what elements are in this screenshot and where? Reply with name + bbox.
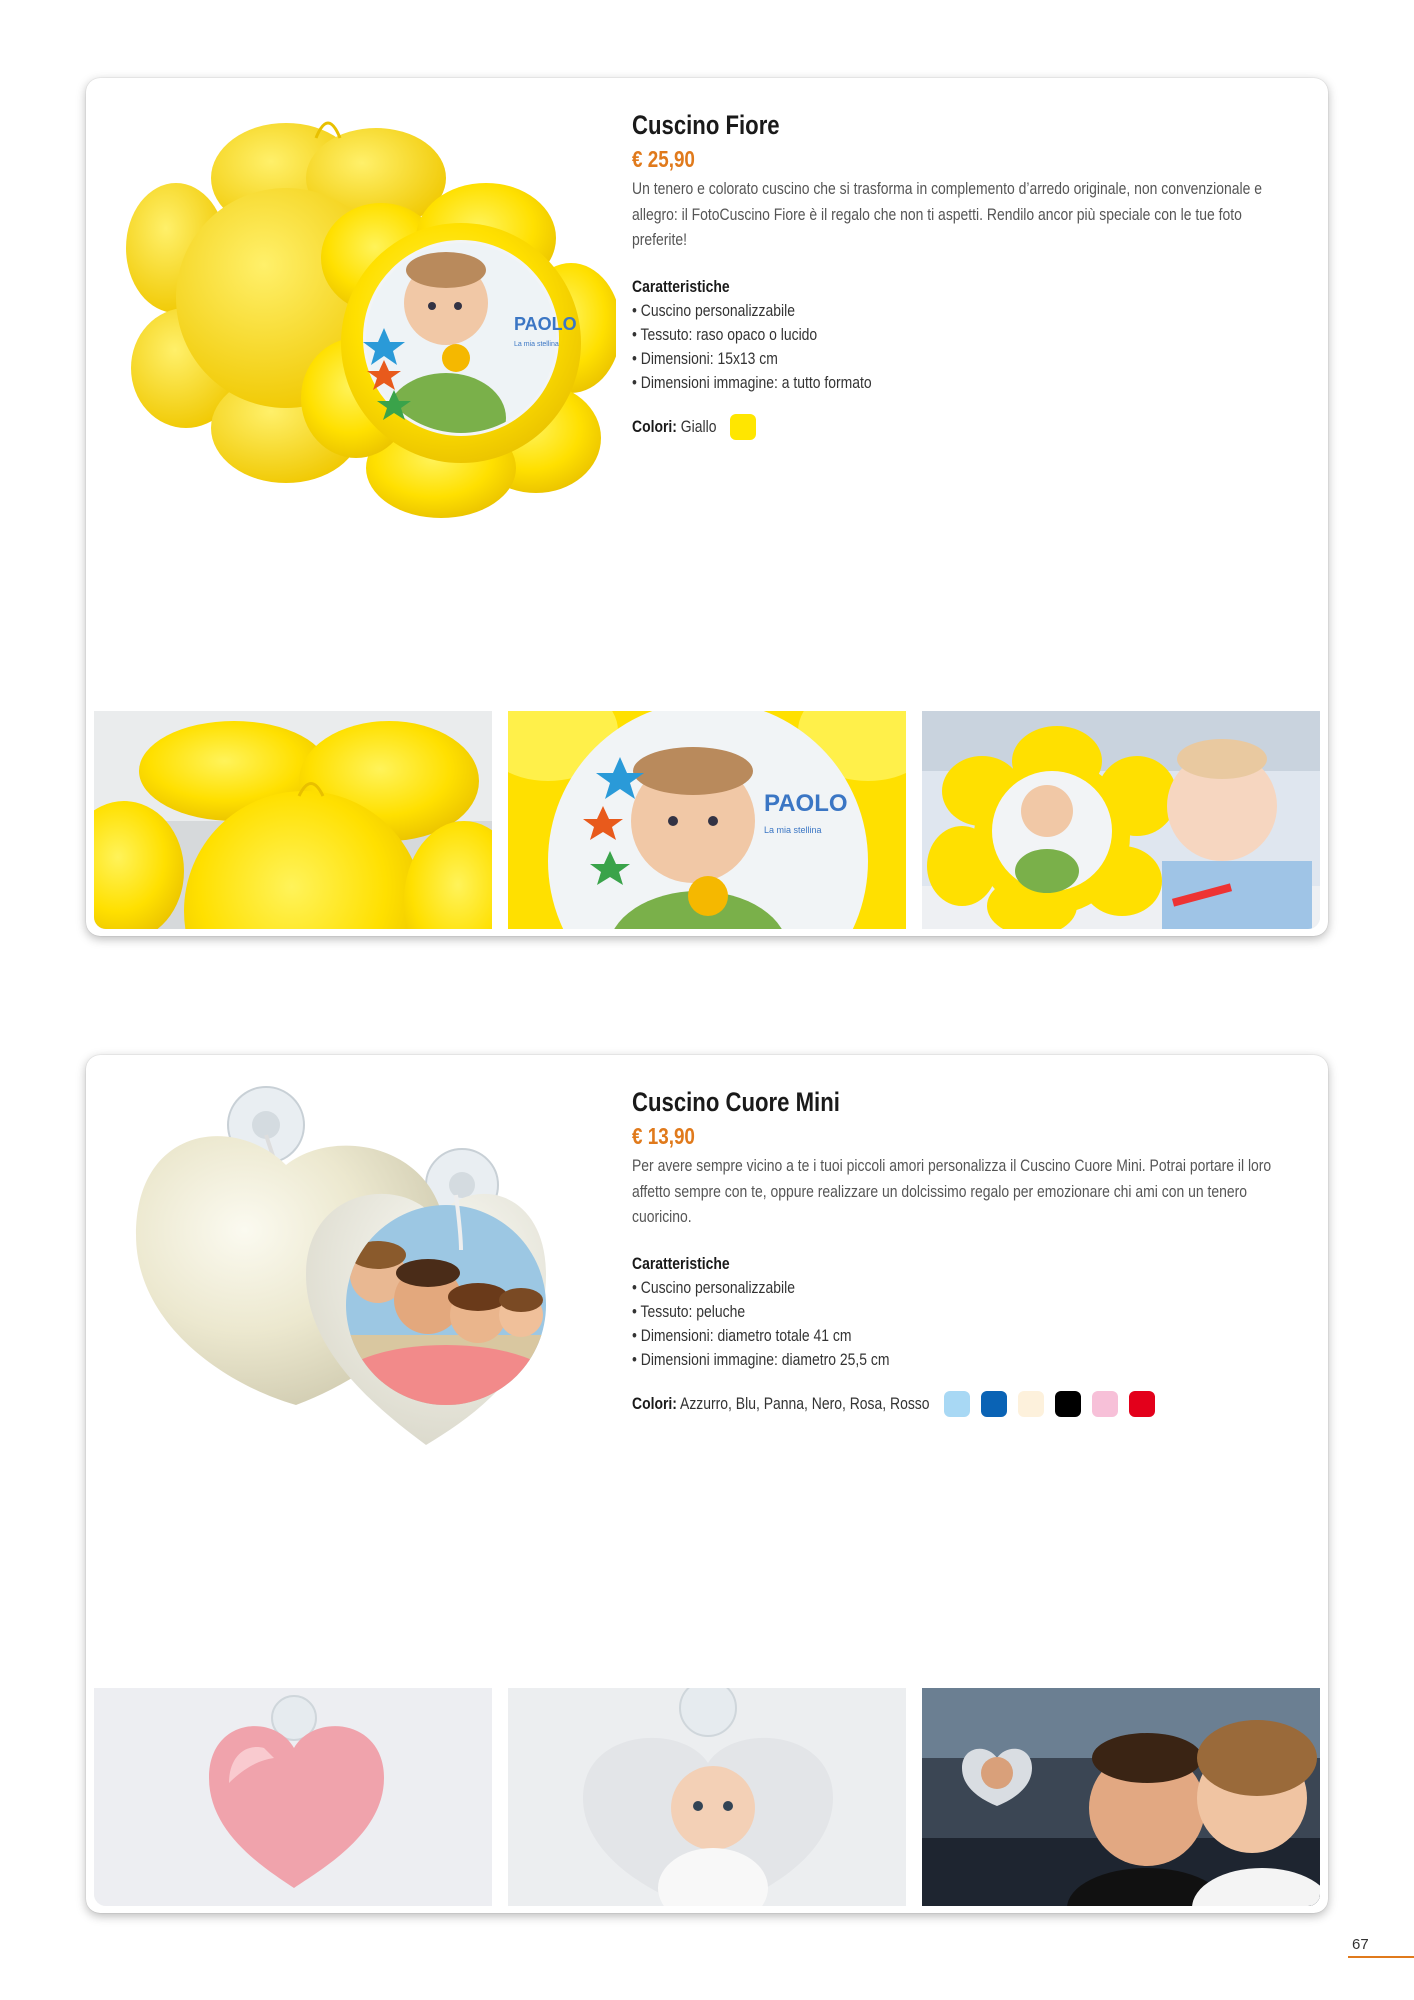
- product-info: [632, 108, 1382, 441]
- heart-cushion-image: [116, 1075, 616, 1505]
- color-swatch-rosa[interactable]: [1092, 1391, 1118, 1417]
- feature-item: • Dimensioni: diametro totale 41 cm: [632, 1325, 852, 1345]
- color-swatch-giallo[interactable]: [730, 414, 756, 440]
- colors-label: Colori:: [632, 416, 677, 436]
- page-number: 67: [1352, 1936, 1369, 1953]
- thumbnail-heart-baby[interactable]: [508, 1688, 906, 1906]
- color-swatch-nero[interactable]: [1055, 1391, 1081, 1417]
- product-title: Cuscino Cuore Mini: [632, 1087, 840, 1117]
- features-title: Caratteristiche: [632, 1253, 730, 1273]
- flower-cushion-image: [116, 98, 616, 528]
- thumbnail-flower-photo[interactable]: [508, 711, 906, 929]
- colors-label: Colori:: [632, 1393, 677, 1413]
- feature-item: • Dimensioni immagine: diametro 25,5 cm: [632, 1349, 890, 1369]
- thumbnail-flower-closeup[interactable]: [94, 711, 492, 929]
- product-card-cuscino-cuore-mini: [86, 1055, 1328, 1913]
- features-title: Caratteristiche: [632, 276, 730, 296]
- colors-row: [632, 1390, 1382, 1418]
- feature-item: • Tessuto: raso opaco o lucido: [632, 324, 818, 344]
- colors-list: Azzurro, Blu, Panna, Nero, Rosa, Rosso: [680, 1393, 930, 1413]
- product-info: [632, 1085, 1382, 1418]
- feature-item: • Cuscino personalizzabile: [632, 1277, 795, 1297]
- color-swatch-rosso[interactable]: [1129, 1391, 1155, 1417]
- feature-item: • Cuscino personalizzabile: [632, 300, 795, 320]
- page-number-rule: [1348, 1956, 1414, 1958]
- photo-name-text: PAOLO: [764, 790, 848, 817]
- product-price: € 25,90: [632, 146, 695, 172]
- colors-list: Giallo: [680, 416, 717, 436]
- thumbnail-heart-couple[interactable]: [922, 1688, 1320, 1906]
- feature-item: • Dimensioni: 15x13 cm: [632, 348, 778, 368]
- color-swatch-blu[interactable]: [981, 1391, 1007, 1417]
- photo-name-text: PAOLO: [514, 314, 577, 334]
- photo-subtext: La mia stellina: [764, 825, 822, 835]
- thumbnail-pink-heart[interactable]: [94, 1688, 492, 1906]
- product-card-cuscino-fiore: [86, 78, 1328, 936]
- product-description: Per avere sempre vicino a te i tuoi piccoli amori personalizza il Cuscino Cuore Mini. Potrai portare il loro affetto sempre con te, oppure realizzare un dolcissimo regalo per emozionare chi ami con un tenero cuoricino.: [632, 1156, 1272, 1226]
- product-price: € 13,90: [632, 1123, 695, 1149]
- photo-subtext: La mia stellina: [514, 341, 559, 348]
- product-description: Un tenero e colorato cuscino che si trasforma in complemento d’arredo originale, non convenzionale e allegro: il FotoCuscino Fiore è il regalo che non ti aspetti. Rendilo ancor più speciale con le tue foto preferite!: [632, 179, 1262, 249]
- color-swatch-azzurro[interactable]: [944, 1391, 970, 1417]
- colors-row: [632, 413, 1382, 441]
- feature-item: • Tessuto: peluche: [632, 1301, 746, 1321]
- color-swatch-panna[interactable]: [1018, 1391, 1044, 1417]
- product-title: Cuscino Fiore: [632, 110, 780, 140]
- feature-item: • Dimensioni immagine: a tutto formato: [632, 372, 872, 392]
- thumbnail-flower-lifestyle[interactable]: [922, 711, 1320, 929]
